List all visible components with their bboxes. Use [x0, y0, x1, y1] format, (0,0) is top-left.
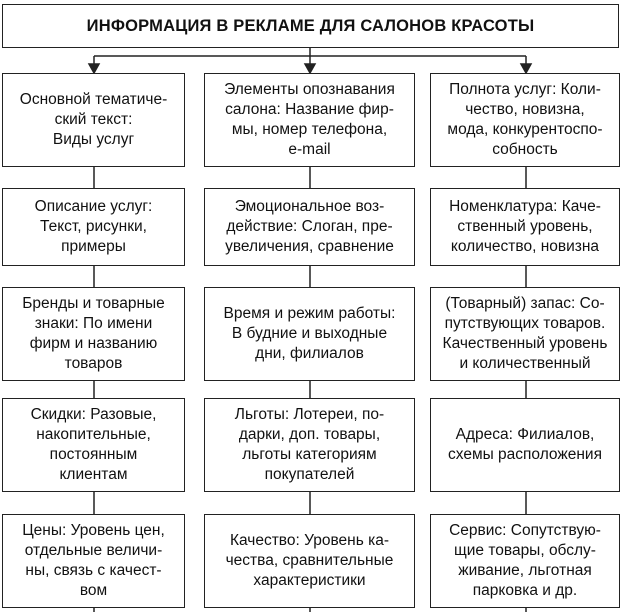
- diagram-title: [2, 4, 619, 48]
- node-nomenclature: Номенклатура: Каче- ственный уровень, количество, новизна: [430, 188, 620, 266]
- node-stock: (Товарный) запас: Со- путствующих товаров. Качественный уровень и количественный: [430, 287, 620, 381]
- arrowhead-col2: [305, 64, 315, 73]
- node-identification: Элементы опознавания салона: Название фир- мы, номер телефона, e-mail: [204, 73, 415, 167]
- node-discounts: Скидки: Разовые, накопительные, постоянным клиентам: [2, 398, 185, 492]
- diagram-title-text: ИНФОРМАЦИЯ В РЕКЛАМЕ ДЛЯ САЛОНОВ КРАСОТЫ: [86, 17, 535, 35]
- node-brands: Бренды и товарные знаки: По имени фирм и названию товаров: [2, 287, 185, 381]
- node-service-description: Описание услуг: Текст, рисунки, примеры: [2, 188, 185, 266]
- node-service: Сервис: Сопутствую- щие товары, обслу- живание, льготная парковка и др.: [430, 514, 620, 608]
- node-emotional-impact: Эмоциональное воз- действие: Слоган, пре- увеличения, сравнение: [204, 188, 415, 266]
- node-addresses: Адреса: Филиалов, схемы расположения: [430, 398, 620, 492]
- arrowhead-col1: [89, 64, 99, 73]
- node-quality: Качество: Уровень ка- чества, сравнительные характеристики: [204, 514, 415, 608]
- node-prices: Цены: Уровень цен, отдельные величи- ны, связь с качест- вом: [2, 514, 185, 608]
- node-main-text: Основной тематиче- ский текст: Виды услуг: [2, 73, 185, 167]
- node-benefits: Льготы: Лотереи, по- дарки, доп. товары, льготы категориям покупателей: [204, 398, 415, 492]
- node-service-completeness: Полнота услуг: Коли- чество, новизна, мода, конкурентоспо- собность: [430, 73, 620, 167]
- node-working-hours: Время и режим работы: В будние и выходные дни, филиалов: [204, 287, 415, 381]
- arrowhead-col3: [521, 64, 531, 73]
